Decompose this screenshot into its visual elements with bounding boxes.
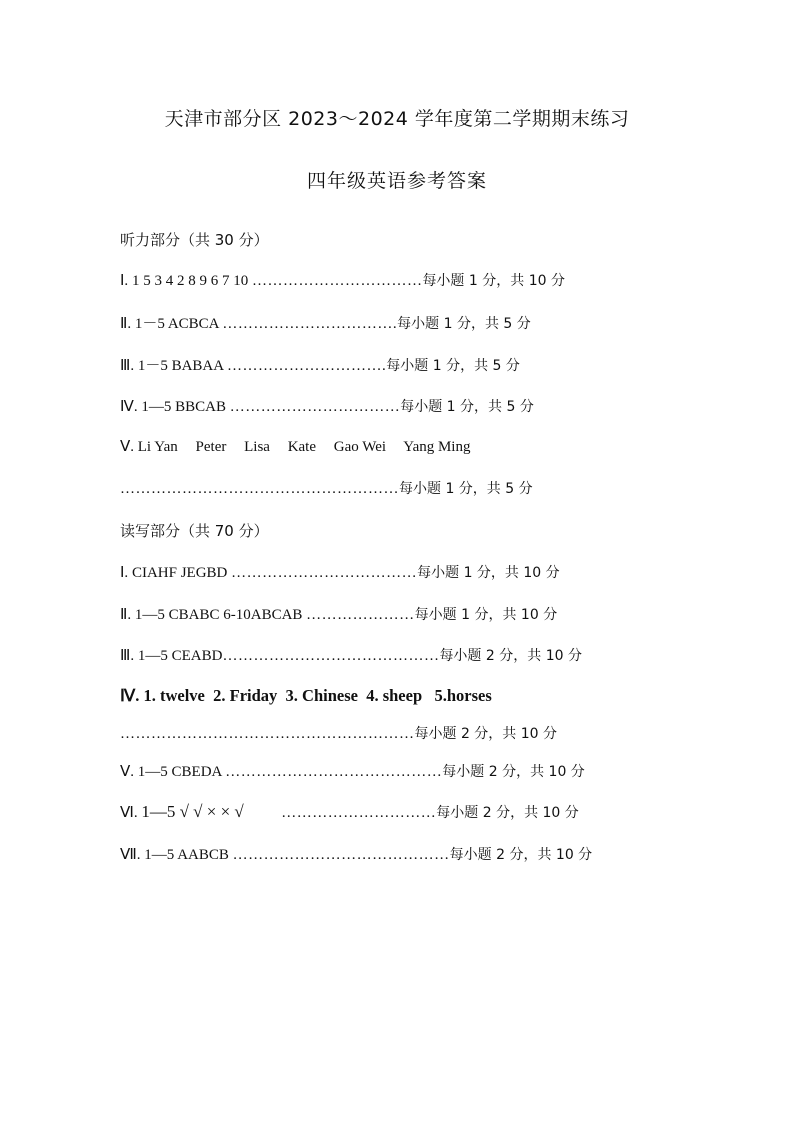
leader-dots: ……………………………. — [222, 316, 398, 332]
item-answer: 1—5 CBEDA — [137, 764, 222, 780]
leader-dots: ………………………… — [281, 805, 437, 821]
reading-writing-heading: 读写部分（共 70 分） — [120, 522, 269, 540]
name-answer: Peter — [195, 439, 227, 455]
item-score: 每小题 1 分，共 10 分 — [417, 565, 560, 581]
item-number: Ⅲ. — [120, 358, 135, 374]
item-score: 每小题 2 分，共 10 分 — [442, 764, 585, 780]
name-answer: Lisa — [244, 439, 270, 455]
item-score: 每小题 2 分，共 10 分 — [439, 648, 582, 664]
page-title: 天津市部分区 2023～2024 学年度第二学期期末练习 — [164, 108, 630, 130]
rw-item-2 — [120, 604, 557, 624]
item-answer: 1—5 √ √ × × √ — [141, 802, 244, 821]
item-answer: 1－5 BABAA — [137, 358, 224, 374]
item-number: Ⅵ. — [120, 805, 138, 821]
listening-item-3 — [120, 354, 520, 375]
item-number: Ⅱ. — [120, 607, 132, 623]
item-answer: 1 5 3 4 2 8 9 6 7 10 — [131, 273, 249, 289]
name-answer: Li Yan — [137, 439, 178, 455]
listening-heading: 听力部分（共 30 分） — [120, 231, 269, 249]
rw-item-7 — [120, 844, 592, 864]
item-answer: 1—5 BBCAB — [141, 399, 226, 415]
item-score: 每小题 1 分，共 5 分 — [397, 316, 531, 332]
item-score: 每小题 2 分，共 10 分 — [414, 726, 558, 742]
item-number: Ⅲ. — [120, 648, 135, 664]
item-answer: 1－5 ACBCA — [134, 316, 219, 332]
item-score: 每小题 2 分，共 10 分 — [449, 847, 593, 863]
leader-dots: …………………………. — [227, 358, 387, 374]
item-score: 每小题 1 分，共 5 分 — [399, 481, 533, 497]
item-number: Ⅳ. — [120, 399, 138, 415]
leader-dots: ……………………………………………… — [120, 481, 399, 497]
leader-dots: ……………………………… — [231, 565, 418, 581]
rw-item-4-score — [120, 723, 557, 743]
rw-item-1 — [120, 562, 560, 582]
page-subtitle: 四年级英语参考答案 — [306, 170, 487, 192]
rw-item-3 — [120, 645, 582, 665]
item-number: Ⅳ. — [120, 686, 140, 705]
item-score: 每小题 1 分，共 10 分 — [422, 273, 565, 289]
item-number: Ⅱ. — [120, 316, 132, 332]
leader-dots: …………………………… — [229, 399, 401, 415]
item-answer: 1—5 CBABC 6-10ABCAB — [134, 607, 303, 623]
name-answer: Kate — [287, 439, 317, 455]
rw-item-6 — [120, 802, 579, 822]
leader-dots: …………………………………… — [222, 648, 440, 664]
item-score: 每小题 1 分，共 10 分 — [414, 607, 558, 623]
listening-item-5 — [120, 437, 470, 456]
item-number: Ⅴ. — [120, 764, 135, 780]
leader-dots: ………………… — [306, 607, 415, 623]
item-score: 每小题 2 分，共 10 分 — [436, 805, 579, 821]
listening-item-5-score — [120, 478, 533, 498]
item-number: Ⅶ. — [120, 847, 141, 863]
item-answer: 1—5 CEABD — [137, 648, 223, 664]
listening-item-1 — [120, 270, 565, 290]
leader-dots: …………………………… — [251, 273, 423, 289]
item-number: Ⅴ. — [120, 439, 135, 455]
name-answer: Gao Wei — [333, 439, 387, 455]
listening-item-4 — [120, 396, 534, 416]
leader-dots: …………………………………… — [225, 764, 443, 780]
item-number: Ⅰ. — [120, 565, 129, 581]
leader-dots: ………………………………………………… — [120, 726, 415, 742]
item-answer: 1—5 AABCB — [144, 847, 229, 863]
rw-item-5 — [120, 761, 585, 781]
name-answer: Yang Ming — [403, 439, 471, 455]
item-answer: 1. twelve 2. Friday 3. Chinese 4. sheep 5.horses — [143, 686, 492, 705]
listening-item-2 — [120, 312, 531, 333]
item-score: 每小题 1 分，共 5 分 — [386, 358, 520, 374]
item-score: 每小题 1 分，共 5 分 — [400, 399, 534, 415]
item-answer: CIAHF JEGBD — [131, 565, 228, 581]
item-number: Ⅰ. — [120, 273, 129, 289]
rw-item-4 — [120, 686, 492, 706]
leader-dots: …………………………………… — [232, 847, 450, 863]
